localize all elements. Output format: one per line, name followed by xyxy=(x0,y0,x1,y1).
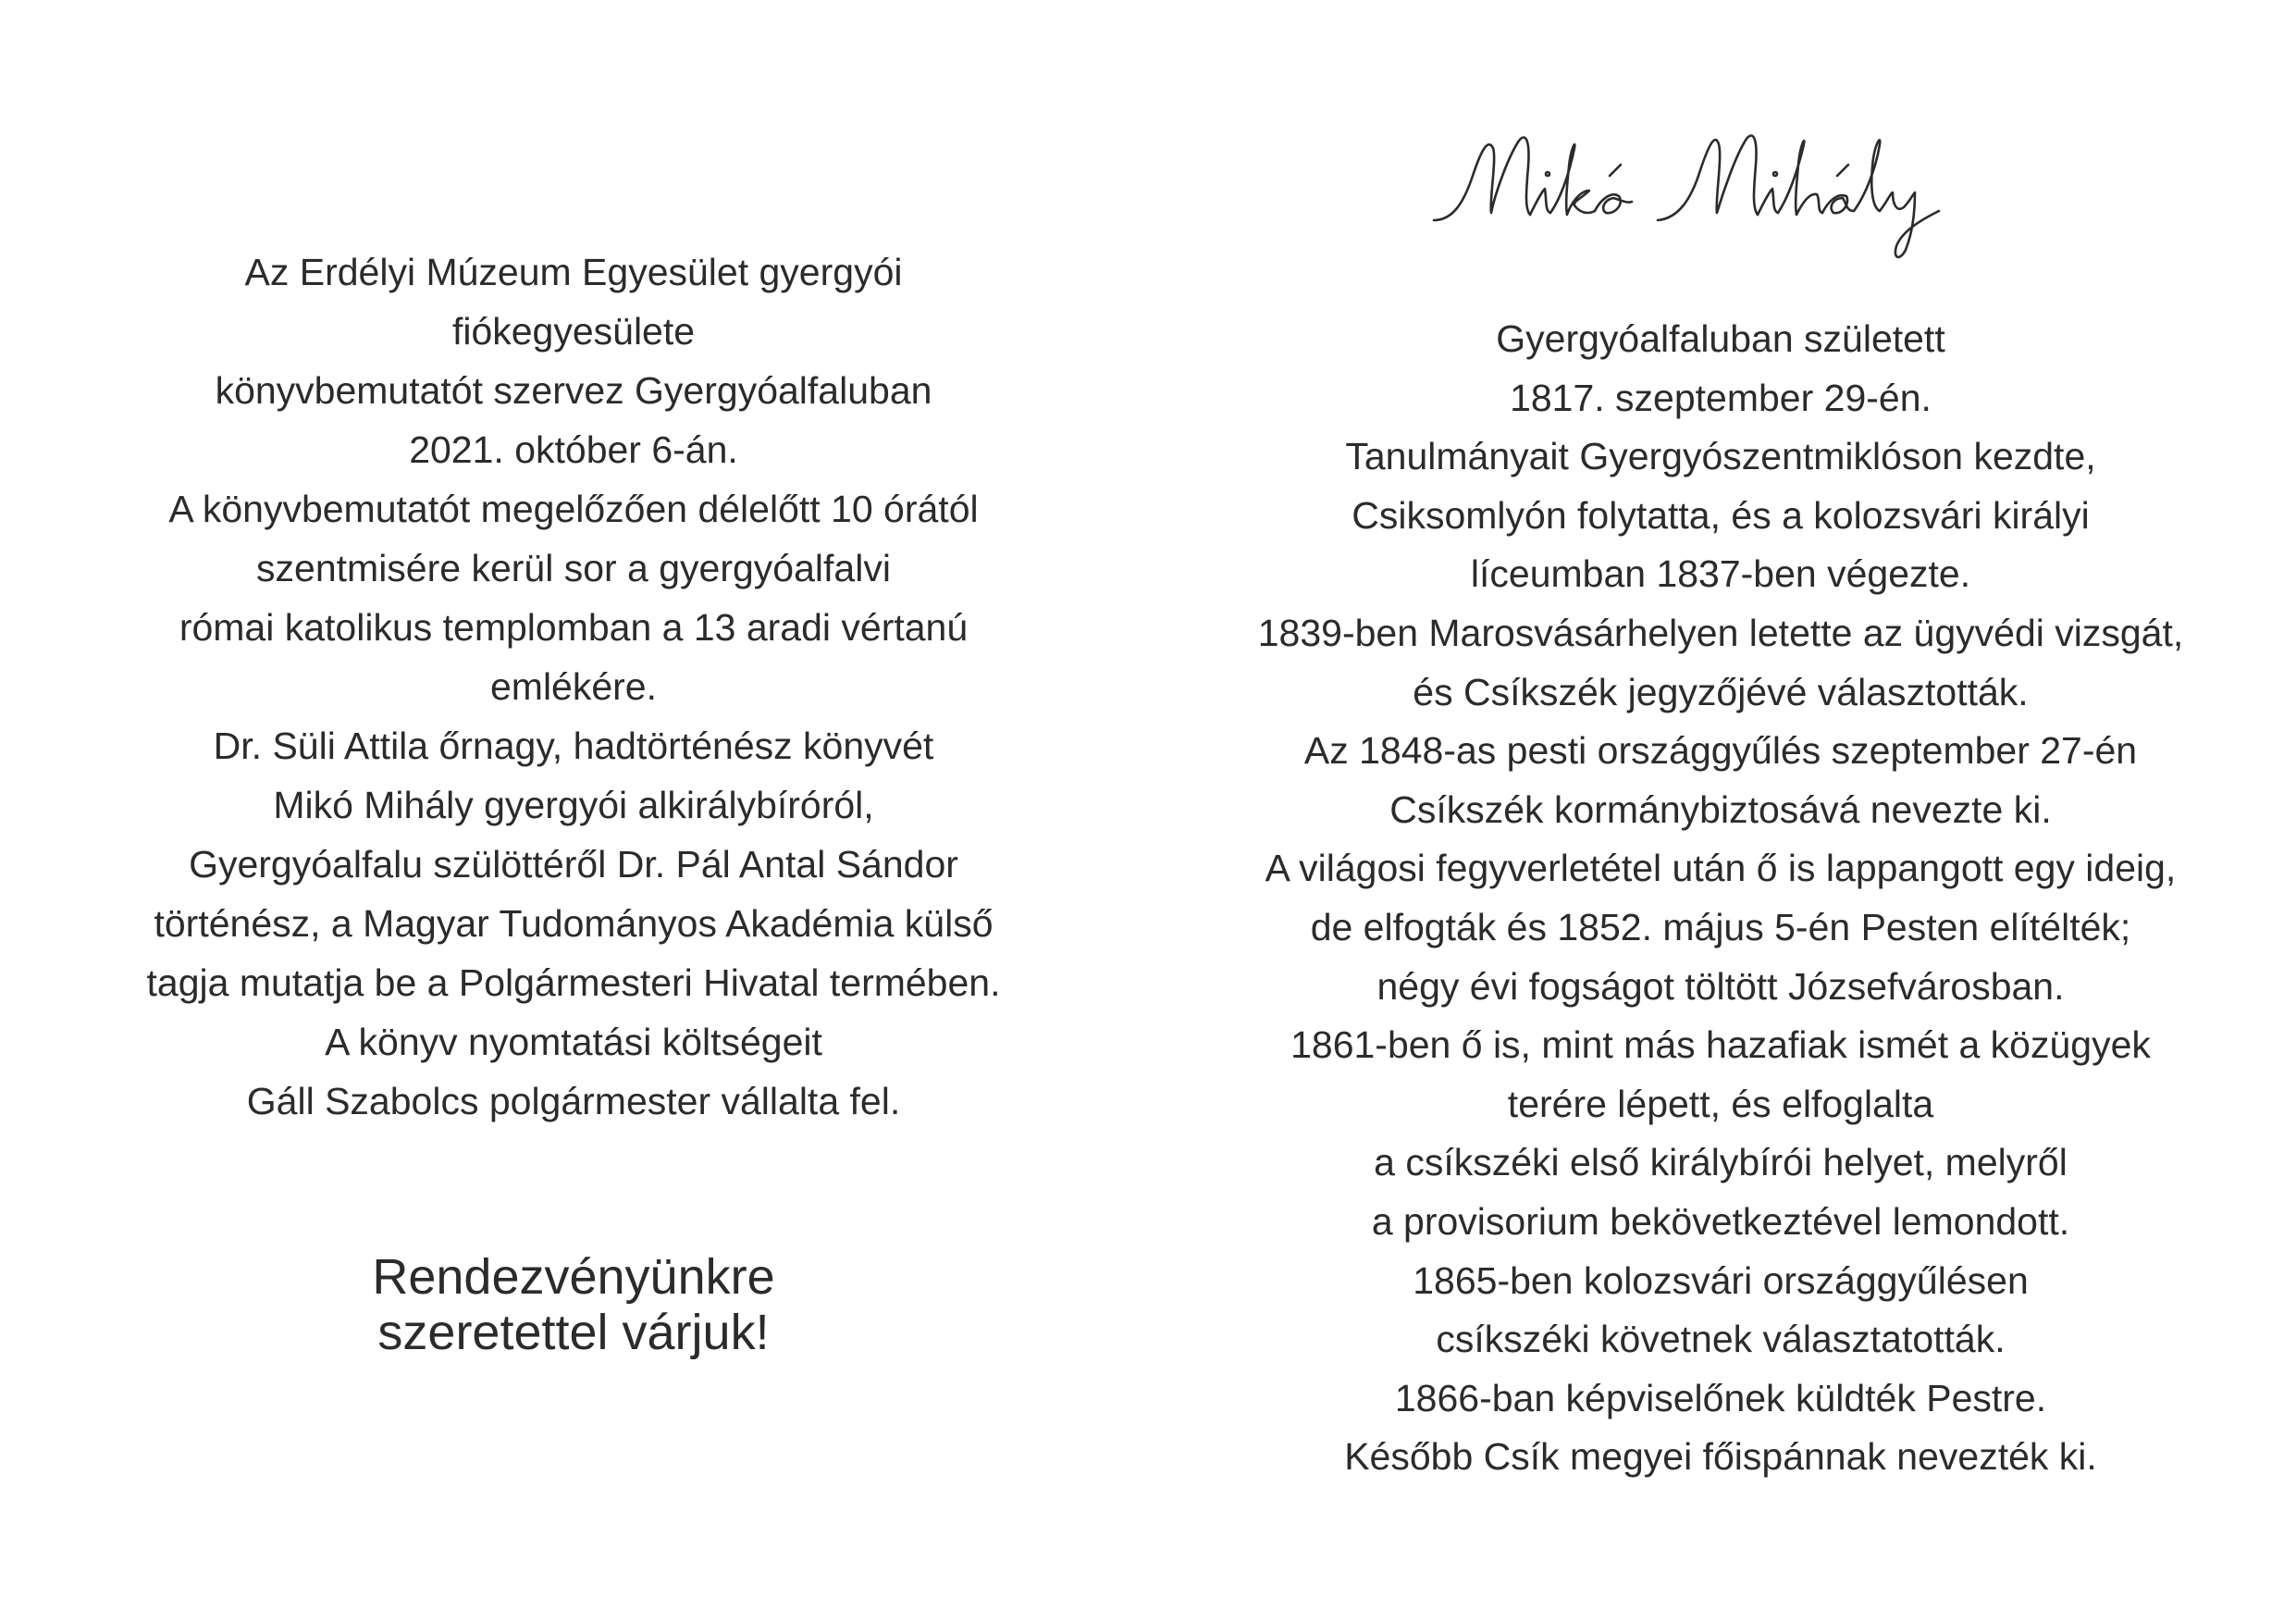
biography-line: Az 1848-as pesti országgyűlés szeptember 27-én xyxy=(1303,729,2138,773)
biography-line: 1861-ben ő is, mint más hazafiak ismét a közügyek xyxy=(1290,1023,2151,1067)
announcement-line: római katolikus templomban a 13 aradi vértanú xyxy=(179,606,969,649)
announcement-line: könyvbemutatót szervez Gyergyóalfaluban xyxy=(215,369,932,412)
biography-line: 1865-ben kolozsvári országgyűlésen xyxy=(1413,1258,2029,1302)
biography-line: a provisorium bekövetkeztével lemondott. xyxy=(1371,1199,2070,1243)
announcement-line: A könyvbemutatót megelőzően délelőtt 10 órától xyxy=(168,488,979,530)
biography-line: líceumban 1837-ben végezte. xyxy=(1470,552,1971,596)
announcement-line: szentmisére kerül sor a gyergyóalfalvi xyxy=(256,547,891,589)
biography-line: de elfogták és 1852. május 5-én Pesten elítélték; xyxy=(1310,905,2131,948)
biography xyxy=(1203,310,2239,1487)
biography-line: 1817. szeptember 29-én. xyxy=(1510,376,1932,419)
announcement-line: emlékére. xyxy=(489,665,657,708)
biography-line: 1839-ben Marosvásárhelyen letette az ügyvédi vizsgát, xyxy=(1257,611,2184,654)
announcement-line: Mikó Mihály gyergyói alkirálybíróról, xyxy=(273,784,874,826)
invitation-line: szeretettel várjuk! xyxy=(377,1305,770,1360)
announcement-line: tagja mutatja be a Polgármesteri Hivatal termében. xyxy=(146,961,1001,1004)
announcement-line: fiókegyesülete xyxy=(451,310,696,353)
invitation-line: Rendezvényünkre xyxy=(372,1249,775,1305)
biography-line: négy évi fogságot töltött Józsefvárosban. xyxy=(1376,964,2065,1008)
biography-line: és Csíkszék jegyzőjévé választották. xyxy=(1413,670,2029,713)
announcement-line: A könyv nyomtatási költségeit xyxy=(325,1021,822,1063)
announcement-line: Dr. Süli Attila őrnagy, hadtörténész könyvét xyxy=(213,725,934,767)
biography-line: Gyergyóalfaluban született xyxy=(1496,317,1945,360)
announcement-line: Gáll Szabolcs polgármester vállalta fel. xyxy=(246,1080,901,1122)
biography-line: a csíkszéki első királybírói helyet, melyről xyxy=(1374,1141,2068,1184)
signature-miko-mihaly xyxy=(1415,111,2007,268)
biography-line: Csiksomlyón folytatta, és a kolozsvári királyi xyxy=(1352,493,2090,537)
biography-line: Tanulmányait Gyergyószentmiklóson kezdte, xyxy=(1345,435,2096,478)
announcement-line: Az Erdélyi Múzeum Egyesület gyergyói xyxy=(244,251,903,293)
announcement-line: 2021. október 6-án. xyxy=(409,428,738,471)
announcement-line: Gyergyóalfalu szülöttéről Dr. Pál Antal Sándor xyxy=(189,843,958,886)
biography-line: terére lépett, és elfoglalta xyxy=(1507,1082,1934,1125)
biography-line: Később Csík megyei főispánnak nevezték ki. xyxy=(1344,1435,2097,1479)
biography-line: 1866-ban képviselőnek küldték Pestre. xyxy=(1394,1376,2047,1419)
invitation-closing xyxy=(83,1249,1064,1360)
announcement-line: történész, a Magyar Tudományos Akadémia külső xyxy=(154,902,994,945)
biography-line: A világosi fegyverletétel után ő is lappangott egy ideig, xyxy=(1265,847,2177,890)
biography-line: Csíkszék kormánybiztosává nevezte ki. xyxy=(1389,787,2052,831)
biography-line: csíkszéki követnek választatották. xyxy=(1436,1318,2006,1361)
event-announcement xyxy=(83,242,1064,1131)
